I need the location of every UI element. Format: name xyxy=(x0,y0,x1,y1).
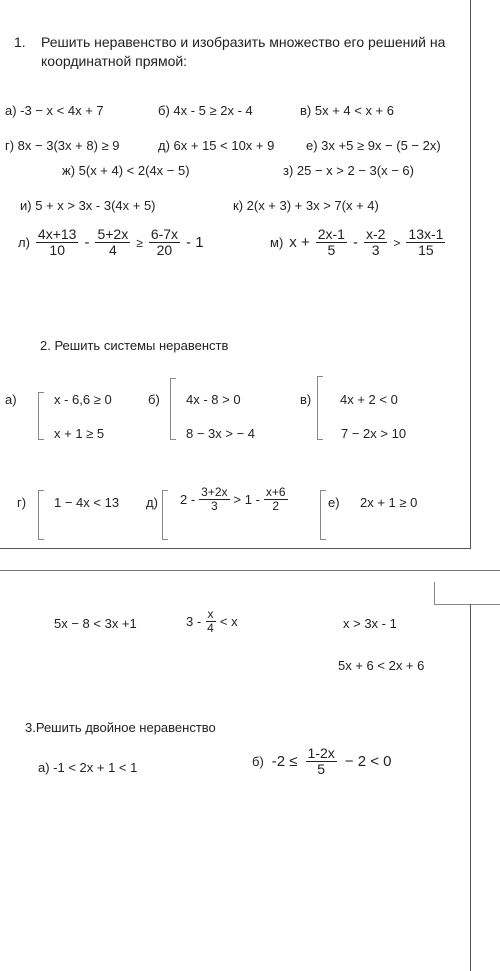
margin-mark xyxy=(434,604,500,605)
system-brace xyxy=(320,490,326,540)
ineq-zh: ж) 5(x + 4) < 2(4x − 5) xyxy=(62,163,190,178)
page-border-right xyxy=(470,604,471,971)
system-g-label: г) xyxy=(17,495,27,510)
denominator: 3 xyxy=(371,242,380,259)
fraction xyxy=(264,486,288,513)
ineq-g: г) 8x − 3(3x + 8) ≥ 9 xyxy=(5,138,120,153)
system-b-line2: 8 − 3x > − 4 xyxy=(186,426,256,441)
numerator: 3+2x xyxy=(201,485,228,499)
operator: - xyxy=(352,234,358,252)
system-brace xyxy=(38,392,44,440)
lead-text: 2 - xyxy=(180,492,196,508)
denominator: 20 xyxy=(156,242,173,259)
numerator: 2x-1 xyxy=(317,226,345,242)
ineq-d: д) 6x + 15 < 10x + 9 xyxy=(158,138,275,153)
fraction xyxy=(306,746,337,778)
page-border-bottom xyxy=(0,548,471,549)
ineq-i: и) 5 + x > 3x - 3(4x + 5) xyxy=(20,198,156,213)
fraction xyxy=(149,227,180,259)
lead-text: -2 ≤ xyxy=(271,753,298,771)
denominator: 2 xyxy=(272,499,280,514)
fraction xyxy=(199,486,229,513)
tail-text: − 2 < 0 xyxy=(344,753,392,771)
denominator: 5 xyxy=(317,761,326,778)
tail-text: - 1 xyxy=(186,234,204,252)
double-ineq-b-label: б) xyxy=(252,754,264,770)
system-brace xyxy=(170,378,176,440)
task2-title: 2. Решить системы неравенств xyxy=(40,338,229,353)
tail-text: < x xyxy=(219,614,238,630)
page-border-right xyxy=(470,0,471,548)
system-brace xyxy=(162,490,168,540)
margin-mark xyxy=(434,582,435,604)
numerator: 5+2x xyxy=(97,226,129,242)
system-b-line1: 4x - 8 > 0 xyxy=(186,392,241,407)
operator: - xyxy=(84,234,90,252)
ineq-l xyxy=(18,227,204,259)
system-a-line1: x - 6,6 ≥ 0 xyxy=(54,392,112,407)
ineq-b: б) 4x - 5 ≥ 2x - 4 xyxy=(158,103,253,118)
task3-title: 3.Решить двойное неравенство xyxy=(25,720,216,735)
fraction xyxy=(406,227,445,259)
fraction xyxy=(95,227,130,259)
system-g-line2: 5x − 8 < 3x +1 xyxy=(54,616,137,631)
system-v-label: в) xyxy=(300,392,312,407)
denominator: 3 xyxy=(211,499,218,514)
ineq-z: з) 25 − x > 2 − 3(x − 6) xyxy=(283,163,414,178)
system-b-label: б) xyxy=(148,392,160,407)
operator: ≥ xyxy=(136,235,143,250)
ineq-m-label: м) xyxy=(270,235,284,251)
ineq-m xyxy=(270,227,445,259)
lead-text: 3 - xyxy=(186,614,202,630)
system-d-line2 xyxy=(186,608,238,635)
system-a-label: а) xyxy=(5,392,17,407)
system-e-line1: 2x + 1 ≥ 0 xyxy=(360,495,418,510)
denominator: 5 xyxy=(327,242,336,259)
system-a-line2: x + 1 ≥ 5 xyxy=(54,426,105,441)
double-ineq-b xyxy=(252,746,391,778)
lead-text: x + xyxy=(289,234,310,252)
mid-text: > 1 - xyxy=(233,492,260,508)
system-brace xyxy=(317,376,323,440)
denominator: 4 xyxy=(108,242,117,259)
denominator: 15 xyxy=(418,242,434,259)
numerator: x-2 xyxy=(365,226,386,242)
task1-title-line1: Решить неравенство и изобразить множество его решений на xyxy=(41,34,446,50)
system-e-line3: 5x + 6 < 2x + 6 xyxy=(338,658,425,673)
numerator: x xyxy=(207,607,214,621)
operator: > xyxy=(393,235,401,250)
task1-number: 1. xyxy=(14,34,26,50)
ineq-a: а) -3 − x < 4x + 7 xyxy=(5,103,104,118)
system-e-line2: x > 3x - 1 xyxy=(343,616,397,631)
ineq-v: в) 5x + 4 < x + 6 xyxy=(300,103,394,118)
fraction xyxy=(205,608,216,635)
numerator: x+6 xyxy=(265,485,286,499)
system-v-line1: 4x + 2 < 0 xyxy=(340,392,398,407)
system-brace xyxy=(38,490,44,540)
numerator: 4x+13 xyxy=(37,226,77,242)
task1-title-line2: координатной прямой: xyxy=(41,53,188,69)
ineq-k: к) 2(x + 3) + 3x > 7(x + 4) xyxy=(233,198,379,213)
system-g-line1: 1 − 4x < 13 xyxy=(54,495,120,510)
fraction xyxy=(316,227,347,259)
system-v-line2: 7 − 2x > 10 xyxy=(341,426,407,441)
system-d-label: д) xyxy=(146,495,158,510)
denominator: 4 xyxy=(207,621,214,636)
denominator: 10 xyxy=(49,242,65,259)
ineq-e: е) 3x +5 ≥ 9x − (5 − 2x) xyxy=(306,138,441,153)
numerator: 13x-1 xyxy=(408,226,444,242)
numerator: 1-2x xyxy=(307,745,335,761)
ineq-l-label: л) xyxy=(18,235,30,251)
system-d-line1 xyxy=(180,486,288,513)
fraction xyxy=(36,227,79,259)
numerator: 6-7x xyxy=(150,226,179,242)
system-e-label: е) xyxy=(328,495,340,510)
page-separator xyxy=(0,570,500,571)
double-ineq-a: а) -1 < 2x + 1 < 1 xyxy=(38,760,138,775)
fraction xyxy=(364,227,387,259)
